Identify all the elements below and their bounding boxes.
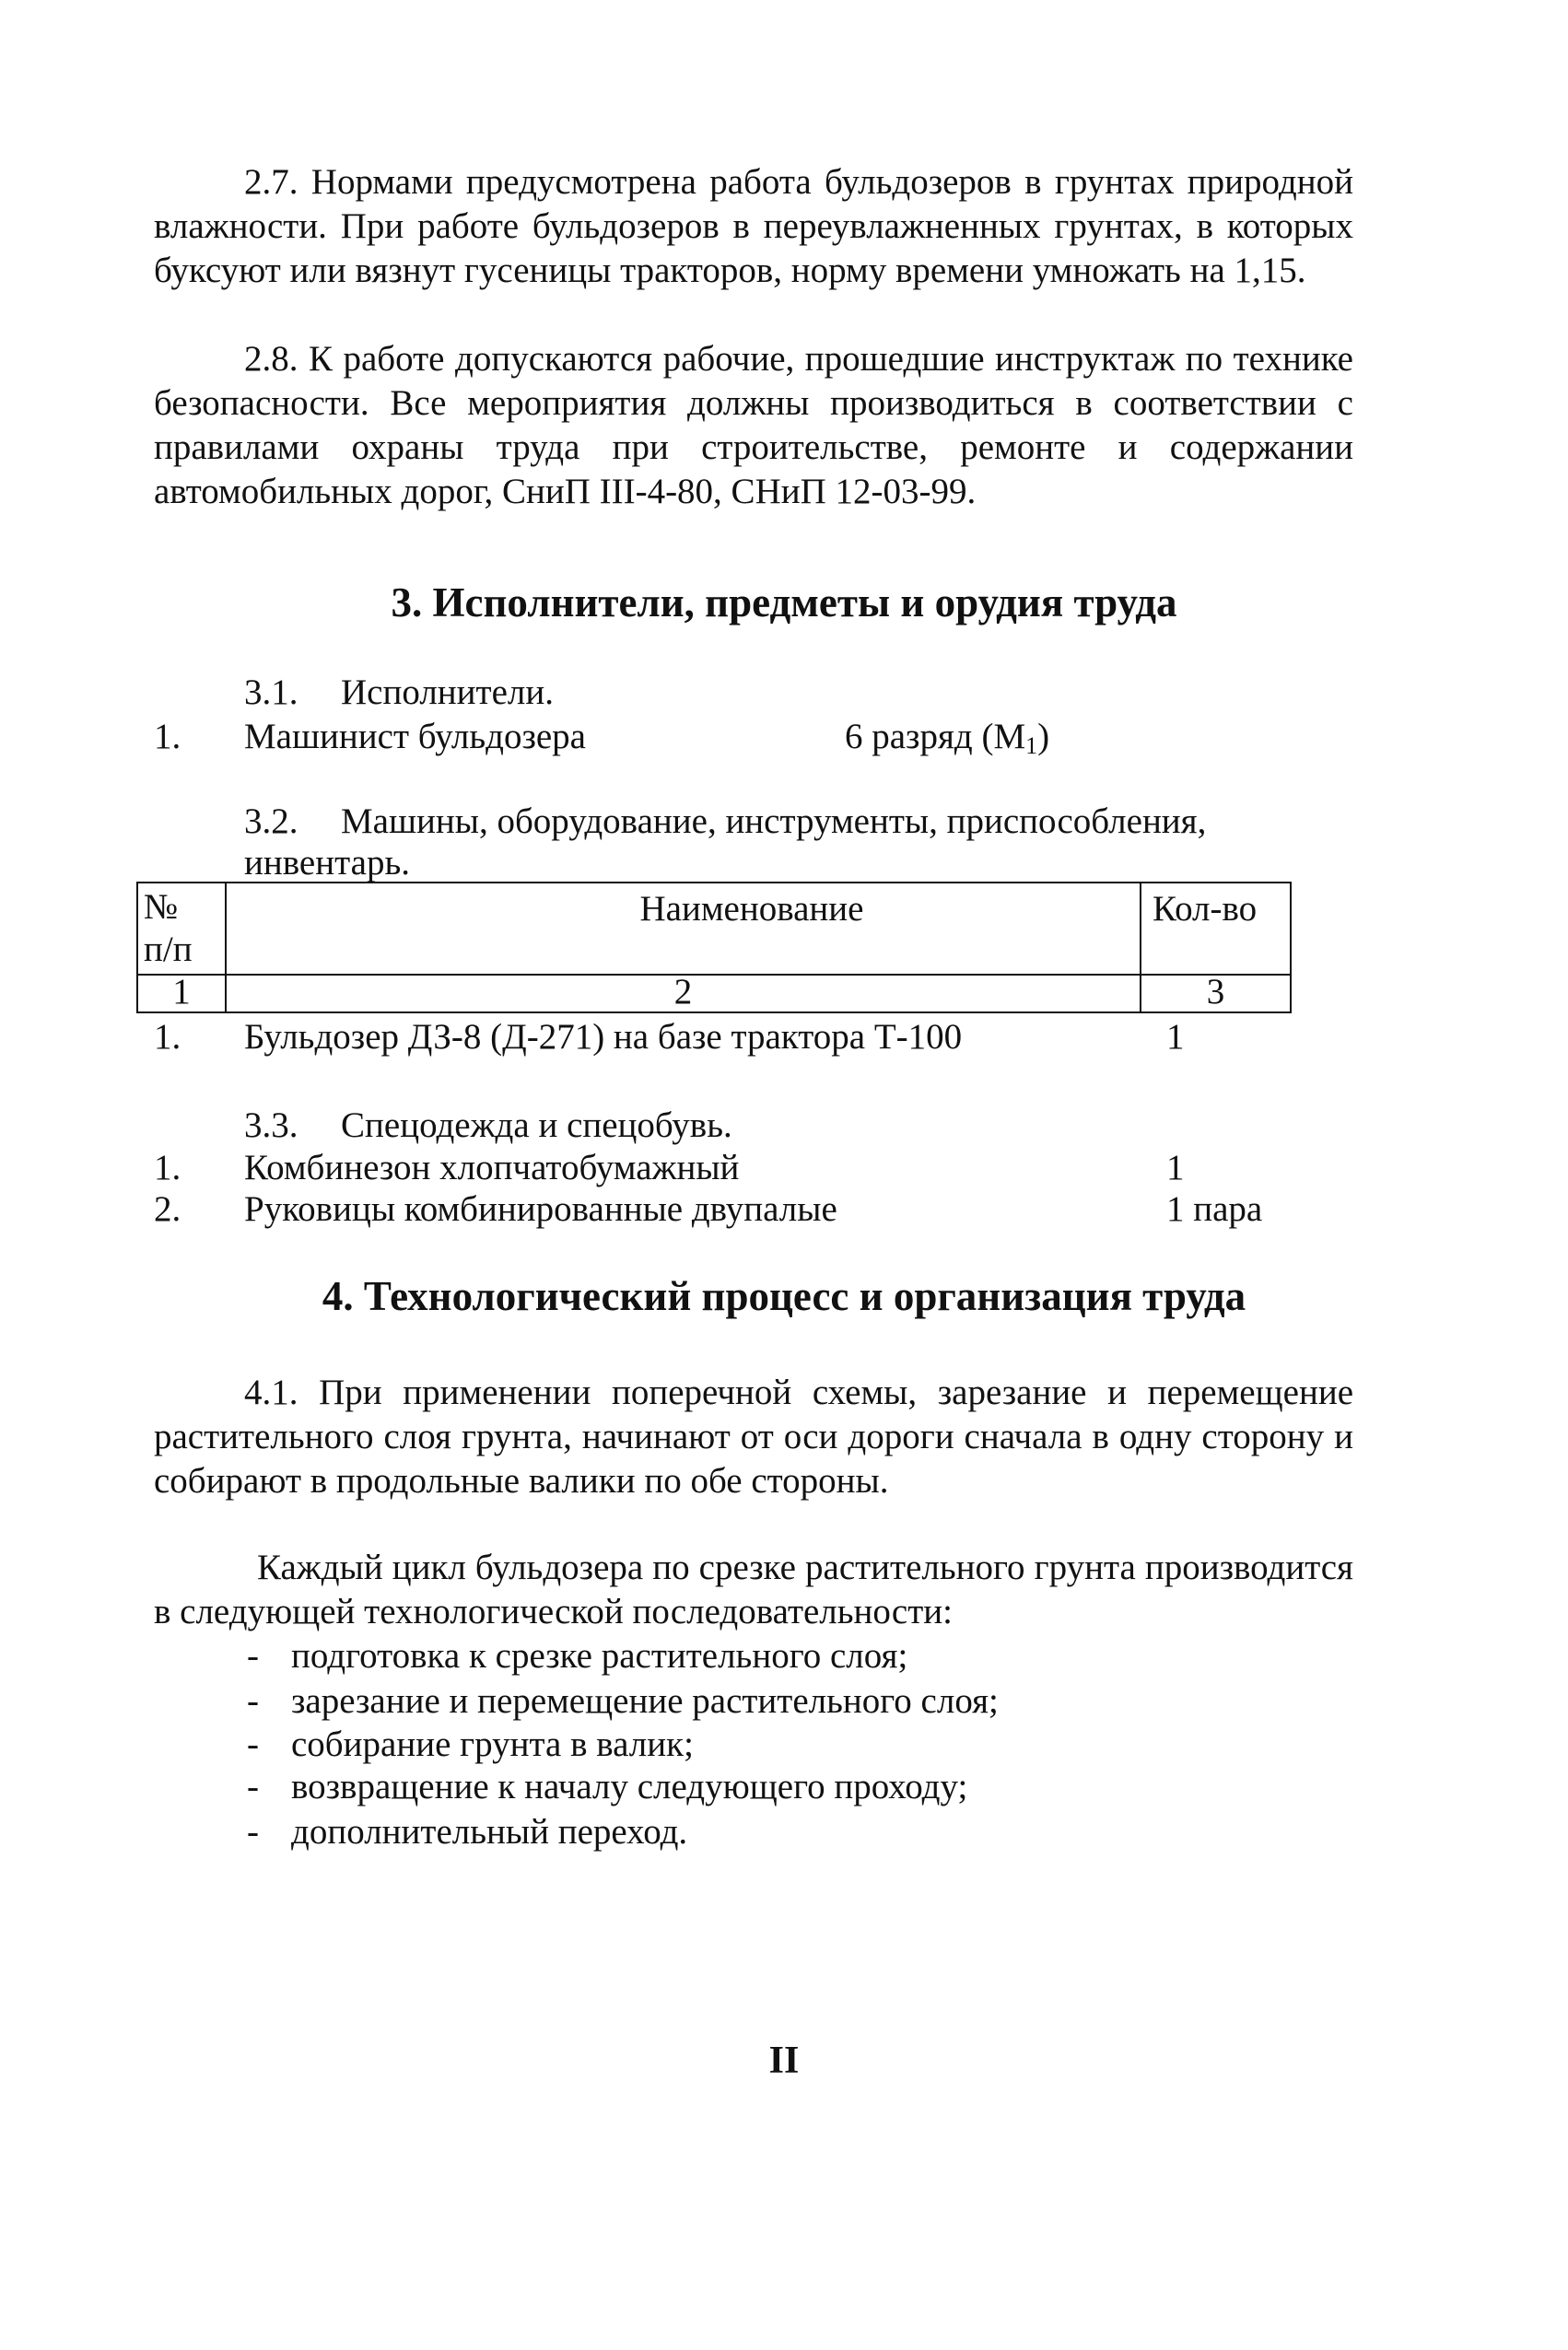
clothing-row-1-name: Комбинезон хлопчатобумажный <box>244 1148 740 1187</box>
bullet-dash: - <box>247 1767 259 1806</box>
clothing-row-2-number: 2. <box>154 1189 181 1229</box>
subsection-3-2-number: 3.2. <box>244 801 298 841</box>
clothing-row-2-name: Руковицы комбинированные двупалые <box>244 1189 837 1229</box>
section-3-heading: 3. Исполнители, предметы и орудия труда <box>391 579 1177 625</box>
subsection-3-2-title-line2: инвентарь. <box>244 843 410 883</box>
section-4-heading: 4. Технологический процесс и организация труда <box>322 1273 1246 1319</box>
list-item: - дополнительный переход. <box>0 1810 1568 1854</box>
list-item: - собирание грунта в валик; <box>0 1723 1568 1767</box>
bullet-dash: - <box>247 1681 259 1721</box>
list-item: - зарезание и перемещение растительного слоя; <box>0 1679 1568 1724</box>
paragraph-2-8: 2.8. К работе допускаются рабочие, прошедшие инструктаж по технике безопасности. Все мероприятия должны производиться в соответствии с правилами охраны труда при строительстве, ремонте и содержании автомобильных дорог, СниП III-4-80, СНиП 12-03-99. <box>154 339 1353 511</box>
cycle-intro-paragraph: Каждый цикл бульдозера по срезке растительного грунта производится в следующей технологической последовательности: <box>154 1548 1353 1631</box>
performer-row-number: 1. <box>154 717 181 756</box>
clothing-row-1-number: 1. <box>154 1148 181 1187</box>
bullet-dash: - <box>247 1725 259 1764</box>
bullet-dash: - <box>247 1636 259 1676</box>
table-row-number: 1. <box>154 1017 181 1057</box>
table-colnum-1: 1 <box>136 974 227 1013</box>
table-row-name: Бульдозер ДЗ-8 (Д-271) на базе трактора Т-100 <box>244 1017 963 1057</box>
table-colnum-2: 2 <box>225 974 1141 1013</box>
clothing-row-2-qty: 1 пара <box>1166 1189 1263 1229</box>
bullet-dash: - <box>247 1812 259 1852</box>
page-number: II <box>768 2040 800 2082</box>
table-header-number: № п/п <box>136 882 227 976</box>
subsection-3-1-number: 3.1. <box>244 672 298 712</box>
paragraph-2-7: 2.7. Нормами предусмотрена работа бульдозеров в грунтах природной влажности. При работе бульдозеров в переувлажненных грунтах, в которых буксуют или вязнут гусеницы тракторов, норму времени умножать на 1,15. <box>154 162 1353 290</box>
performer-row-name: Машинист бульдозера <box>244 717 586 756</box>
table-row-qty: 1 <box>1166 1017 1185 1057</box>
table-header-name: Наименование <box>225 882 1279 976</box>
list-item: - подготовка к срезке растительного слоя; <box>0 1634 1568 1678</box>
table-colnum-3: 3 <box>1140 974 1292 1013</box>
table-header-qty: Кол-во <box>1140 882 1292 976</box>
paragraph-4-1: 4.1. При применении поперечной схемы, зарезание и перемещение растительного слоя грунта, начинают от оси дороги сначала в одну сторону и собирают в продольные валики по обе стороны. <box>154 1373 1353 1501</box>
performer-row-grade: 6 разряд $(М_1)$ <box>845 717 1050 759</box>
equipment-table <box>136 882 1292 1013</box>
subsection-3-2-title-line1: Машины, оборудование, инструменты, приспособления, <box>341 801 1207 841</box>
clothing-row-1-qty: 1 <box>1166 1148 1185 1187</box>
subsection-3-3-number: 3.3. <box>244 1105 298 1145</box>
subsection-3-1-title: Исполнители. <box>341 672 554 712</box>
list-item: - возвращение к началу следующего проходу; <box>0 1765 1568 1809</box>
subsection-3-3-title: Спецодежда и спецобувь. <box>341 1105 732 1145</box>
